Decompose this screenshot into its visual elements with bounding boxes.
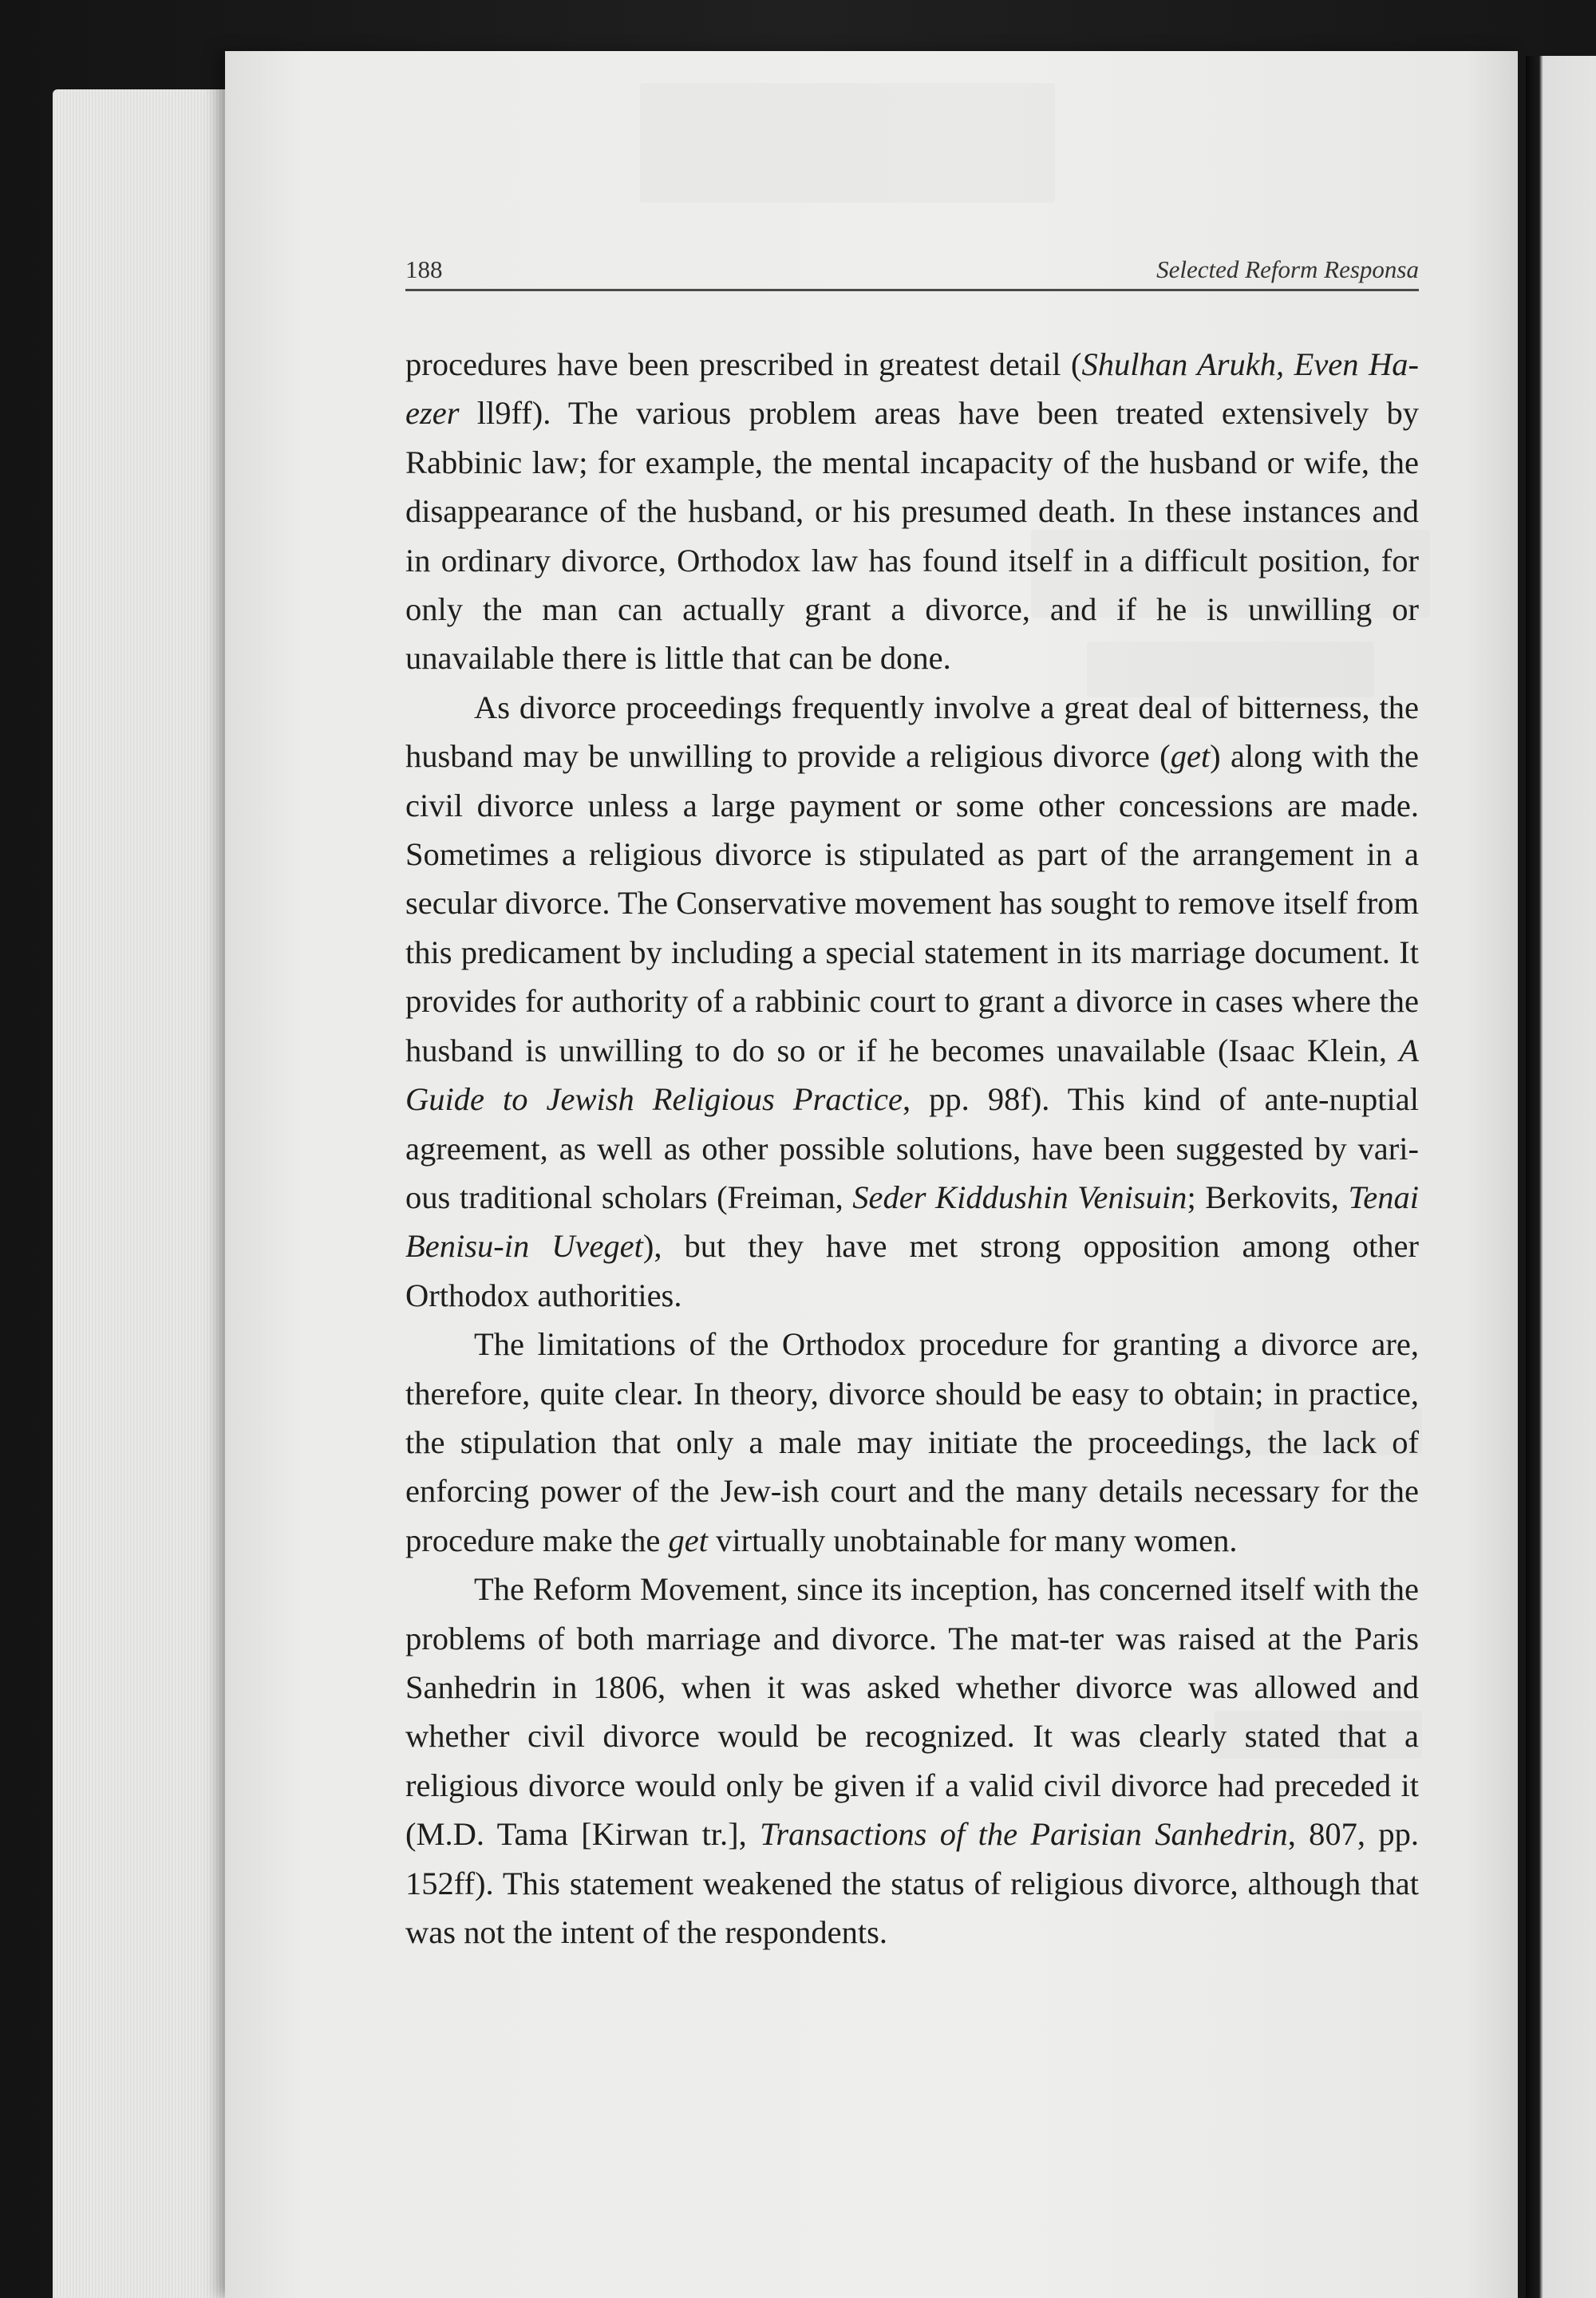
- italic-term: get: [1170, 738, 1211, 775]
- paragraph-4: [405, 1565, 1419, 1956]
- italic-citation: Tenai Benisu-in Uveget: [405, 1179, 1419, 1265]
- italic-citation: Seder Kiddushin Venisuin: [852, 1179, 1187, 1215]
- text-segment: ) along with the civil divorce unless a large payment or some other concessions are made. Sometimes a religious divorce is stipulated as part of the arrangement in a secular divorce. The Conservative movement has sought to remove itself from this predicament by including a special statement in its marriage document. It provides for authority of a rabbinic court to grant a divorce in cases where the husband is unwilling to do so or if he becomes unavailable (Isaac Klein,: [405, 738, 1419, 1068]
- text-segment: virtually unobtainable for many women.: [707, 1522, 1238, 1558]
- text-segment: The Reform Movement, since its inception, has concerned itself with the problems of both marriage and divorce. The mat-ter was raised at the Paris Sanhedrin in 1806, when it was asked whether divorce was allowed and whether civil divorce would be recognized. It was clearly stated that a religious divorce would only be given if a valid civil divorce had preceded it (M.D. Tama [Kirwan tr.],: [405, 1571, 1419, 1853]
- page-block-edge: [53, 89, 244, 2298]
- italic-citation: Transactions of the Parisian Sanhedrin: [760, 1816, 1288, 1853]
- text-segment: , pp. 98f). This kind of ante-nuptial agreement, as well as other possible solutions, have been suggested by vari-ous traditional scholars (Freiman,: [405, 1081, 1420, 1215]
- page-number: 188: [405, 255, 443, 283]
- facing-page-edge: [1526, 56, 1596, 2298]
- text-segment: As divorce proceedings frequently involve a great deal of bitterness, the husband may be unwilling to provide a religious divorce (: [405, 689, 1419, 775]
- text-segment: ; Berkovits,: [1187, 1179, 1349, 1215]
- italic-citation: A Guide to Jewish Religious Practice: [405, 1032, 1419, 1118]
- running-head: [405, 241, 1419, 291]
- text-segment: ), but they have met strong opposition among other Orthodox authorities.: [405, 1228, 1420, 1313]
- paragraph-2: [405, 683, 1419, 1320]
- text-segment: The limitations of the Orthodox procedure for granting a divorce are, therefore, quite clear. In theory, divorce should be easy to obtain; in practice, the stipulation that only a male may initiate the proceedings, the lack of enforcing power of the Jew-ish court and the many details necessary for the procedure make the: [405, 1326, 1419, 1558]
- body-text: [405, 340, 1419, 1956]
- text-segment: , 807, pp. 152ff). This statement weakened the status of religious divorce, although that was not the intent of the respondents.: [405, 1816, 1419, 1950]
- book-title: Selected Reform Responsa: [1156, 255, 1419, 283]
- paragraph-1: [405, 340, 1419, 683]
- book-page: [225, 51, 1518, 2298]
- paragraph-3: [405, 1320, 1419, 1565]
- text-segment: procedures have been prescribed in greatest detail (: [405, 346, 1082, 382]
- text-segment: ll9ff). The various problem areas have been treated extensively by Rabbinic law; for example, the mental incapacity of the husband or wife, the disappearance of the husband, or his presumed death. In these instances and in ordinary divorce, Orthodox law has found itself in a difficult position, for only the man can actually grant a divorce, and if he is unwilling or unavailable there is little that can be done.: [405, 395, 1419, 677]
- italic-citation: Shulhan Arukh, Even Ha-ezer: [405, 346, 1419, 432]
- italic-term: get: [668, 1522, 708, 1558]
